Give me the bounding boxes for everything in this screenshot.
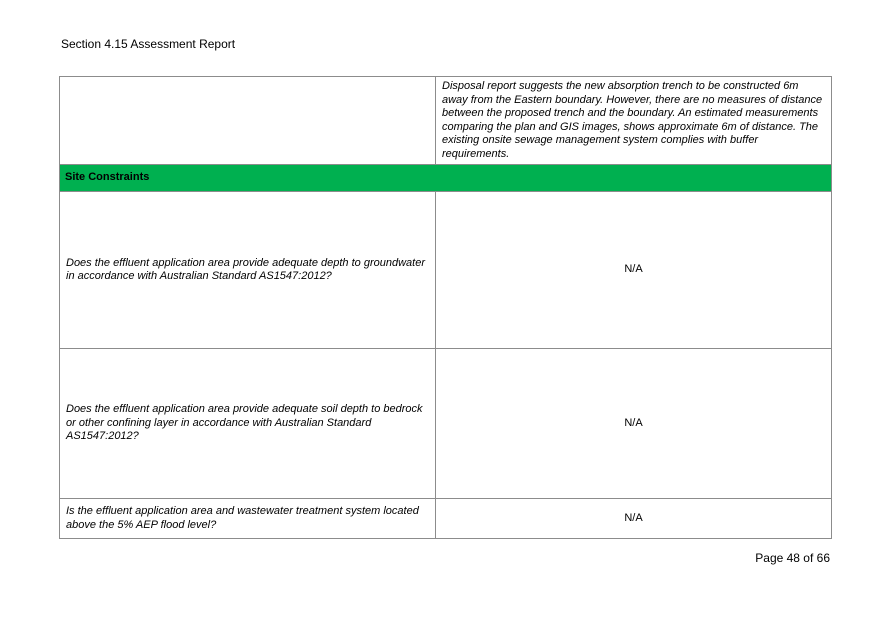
page-header-title: Section 4.15 Assessment Report xyxy=(61,37,236,51)
page-number: Page 48 of 66 xyxy=(755,551,830,565)
table-row xyxy=(60,349,832,499)
assessment-table xyxy=(59,76,832,539)
question-cell: Is the effluent application area and wastewater treatment system located above the 5% AEP flood level? xyxy=(60,499,436,539)
answer-cell: N/A xyxy=(436,499,832,539)
question-cell: Does the effluent application area provide adequate soil depth to bedrock or other confining layer in accordance with Australian Standard AS1547:2012? xyxy=(60,349,436,499)
question-cell: Does the effluent application area provide adequate depth to groundwater in accordance with Australian Standard AS1547:2012? xyxy=(60,192,436,349)
table-row xyxy=(60,192,832,349)
section-heading-row xyxy=(60,165,832,192)
answer-cell: N/A xyxy=(436,192,832,349)
section-heading-site-constraints: Site Constraints xyxy=(60,165,832,192)
table-row-continued xyxy=(60,77,832,165)
continued-right-cell: Disposal report suggests the new absorption trench to be constructed 6m away from the Eastern boundary. However, there are no measures of distance between the proposed trench and the boundary. An estimated measurements comparing the plan and GIS images, shows approximate 6m of distance. The existing onsite sewage management system complies with buffer requirements. xyxy=(436,77,832,165)
answer-cell: N/A xyxy=(436,349,832,499)
continued-left-cell xyxy=(60,77,436,165)
table-row xyxy=(60,499,832,539)
